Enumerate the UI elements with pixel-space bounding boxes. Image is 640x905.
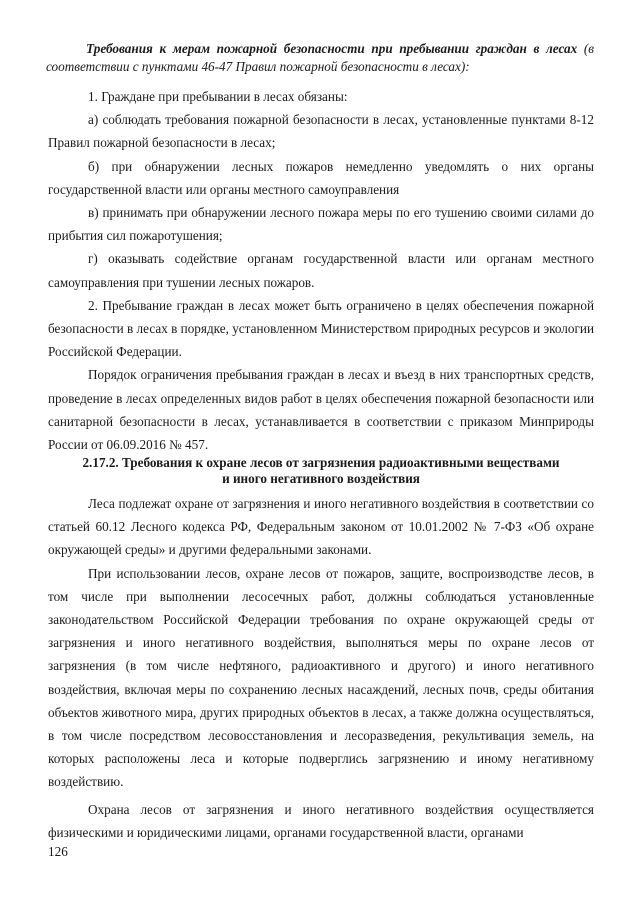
document-heading bbox=[46, 40, 594, 76]
section-title-line-1: 2.17.2. Требования к охране лесов от загрязнения радиоактивными веществами bbox=[82, 455, 560, 470]
section-1-body bbox=[48, 85, 594, 456]
paragraph: При использовании лесов, охране лесов от пожаров, защите, воспроизводстве лесов, в том числе при выполнении лесосечных работ, должны соблюдаться установленные законодательством Российской Федерации требования по охране окружающей среды от загрязнения и иного негативного воздействия, выполняться меры по охране лесов от загрязнения (в том числе нефтяного, радиоактивного и другого) и иного негативного воздействия, включая меры по сохранению лесных насаждений, лесных почв, среды обитания объектов животного мира, других природных объектов в лесах, а также должна осуществляться, в том числе посредством лесовосстановления и лесоразведения, рекультивация земель, на которых расположены леса и которые подверглись загрязнению и иному негативному воздействию. bbox=[48, 565, 594, 790]
paragraph: Порядок ограничения пребывания граждан в лесах и въезд в них транспортных средств, проведение в лесах определенных видов работ в целях обеспечения пожарной безопасности или санитарной безопасности в лесах, устанавливается в соответствии с приказом Минприроды России от 06.09.2016 № 457. bbox=[48, 367, 594, 453]
heading-tail-text: (в соответствии с пунктами 46-47 Правил пожарной безопасности в лесах): bbox=[46, 41, 594, 74]
paragraph: Охрана лесов от загрязнения и иного негативного воздействия осуществляется физическими и юридическими лицами, органами государственной власти, органами bbox=[48, 801, 594, 840]
section-2-body bbox=[48, 492, 594, 844]
section-title-line-2: и иного негативного воздействия bbox=[222, 471, 420, 486]
paragraph: в) принимать при обнаружении лесного пожара меры по его тушению своими силами до прибытия сил пожаротушения; bbox=[48, 205, 594, 244]
paragraph: Леса подлежат охране от загрязнения и иного негативного воздействия в соответствии со статьей 60.12 Лесного кодекса РФ, Федеральным законом от 10.01.2002 № 7-ФЗ «Об охране окружающей среды» и другими федеральными законами. bbox=[48, 496, 594, 558]
paragraph: г) оказывать содействие органам государственной власти или органам местного самоуправления при тушении лесных пожаров. bbox=[48, 251, 594, 290]
page-number: 126 bbox=[48, 844, 68, 859]
paragraph: 2. Пребывание граждан в лесах может быть ограничено в целях обеспечения пожарной безопасности в лесах в порядке, установленном Министерством природных ресурсов и экологии Российской Федерации. bbox=[48, 297, 594, 360]
heading-bold-text: Требования к мерам пожарной безопасности при пребывании граждан в лесах bbox=[86, 41, 578, 56]
section-title bbox=[48, 455, 594, 487]
paragraph: 1. Граждане при пребывании в лесах обязаны: bbox=[88, 89, 348, 104]
paragraph: б) при обнаружении лесных пожаров немедленно уведомлять о них органы государственной власти или органы местного самоуправления bbox=[48, 158, 594, 197]
paragraph: а) соблюдать требования пожарной безопасности в лесах, установленные пунктами 8-12 Правил пожарной безопасности в лесах; bbox=[48, 112, 594, 151]
